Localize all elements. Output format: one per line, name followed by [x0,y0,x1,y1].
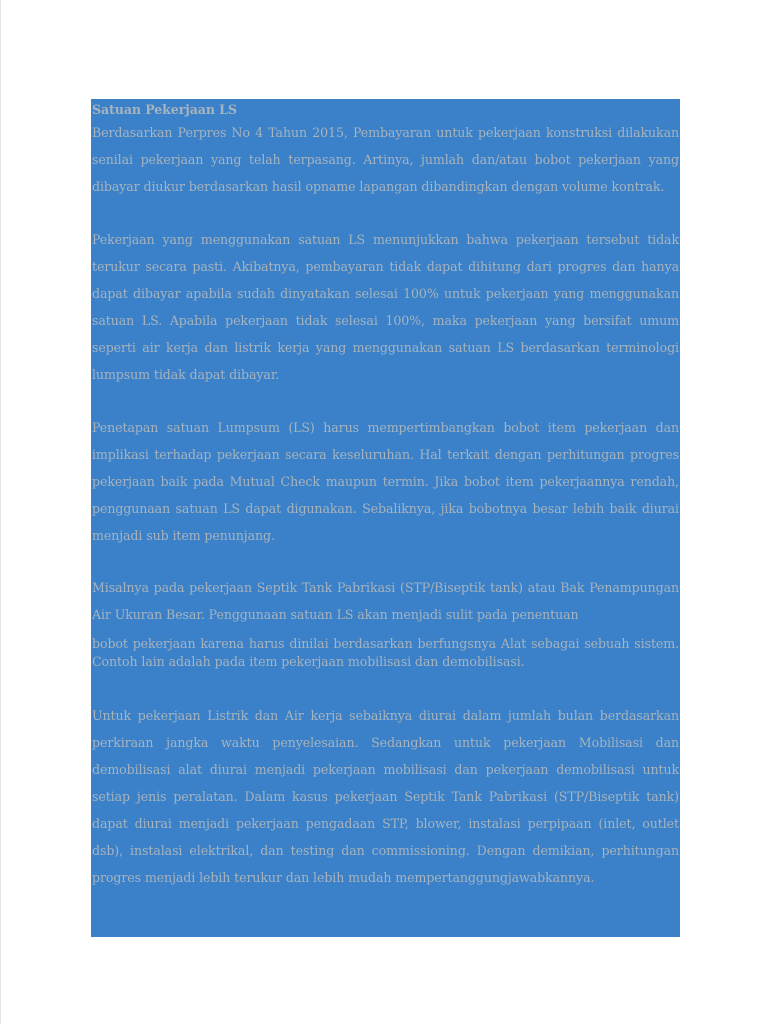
document-title: Satuan Pekerjaan LS [92,102,237,117]
paragraph-3: Penetapan satuan Lumpsum (LS) harus mempertimbangkan bobot item pekerjaan dan implikasi terhadap pekerjaan secara keseluruhan. Hal terkait dengan perhitungan progres pekerjaan baik pada Mutual Check maupun termin. Jika bobot item pekerjaannya rendah, penggunaan satuan LS dapat digunakan. Sebaliknya, jika bobotnya besar lebih baik diurai menjadi sub item penunjang. [92,420,679,543]
paragraph-4: Misalnya pada pekerjaan Septik Tank Pabrikasi (STP/Biseptik tank) atau Bak Penampungan Air Ukuran Besar. Penggunaan satuan LS akan menjadi sulit pada penentuan [92,580,679,622]
paragraph-6: Untuk pekerjaan Listrik dan Air kerja sebaiknya diurai dalam jumlah bulan berdasarkan perkiraan jangka waktu penyelesaian. Sedangkan untuk pekerjaan Mobilisasi dan demobilisasi alat diurai menjadi pekerjaan mobilisasi dan pekerjaan demobilisasi untuk setiap jenis peralatan. Dalam kasus pekerjaan Septik Tank Pabrikasi (STP/Biseptik tank) dapat diurai menjadi pekerjaan pengadaan STP, blower, instalasi perpipaan (inlet, outlet dsb), instalasi elektrikal, dan testing dan commissioning. Dengan demikian, perhitungan progres menjadi lebih terukur dan lebih mudah mempertanggungjawabkannya. [92,708,679,885]
document-text [92,101,679,891]
document-content-box [91,99,680,937]
paragraph-5: bobot pekerjaan karena harus dinilai berdasarkan berfungsnya Alat sebagai sebuah sistem. Contoh lain adalah pada item pekerjaan mobilisasi dan demobilisasi. [92,636,679,669]
paragraph-2: Pekerjaan yang menggunakan satuan LS menunjukkan bahwa pekerjaan tersebut tidak terukur secara pasti. Akibatnya, pembayaran tidak dapat dihitung dari progres dan hanya dapat dibayar apabila sudah dinyatakan selesai 100% untuk pekerjaan yang menggunakan satuan LS. Apabila pekerjaan tidak selesai 100%, maka pekerjaan yang bersifat umum seperti air kerja dan listrik kerja yang menggunakan satuan LS berdasarkan terminologi lumpsum tidak dapat dibayar. [92,232,679,382]
paragraph-1: Berdasarkan Perpres No 4 Tahun 2015, Pembayaran untuk pekerjaan konstruksi dilakukan senilai pekerjaan yang telah terpasang. Artinya, jumlah dan/atau bobot pekerjaan yang dibayar diukur berdasarkan hasil opname lapangan dibandingkan dengan volume kontrak. [92,125,679,194]
